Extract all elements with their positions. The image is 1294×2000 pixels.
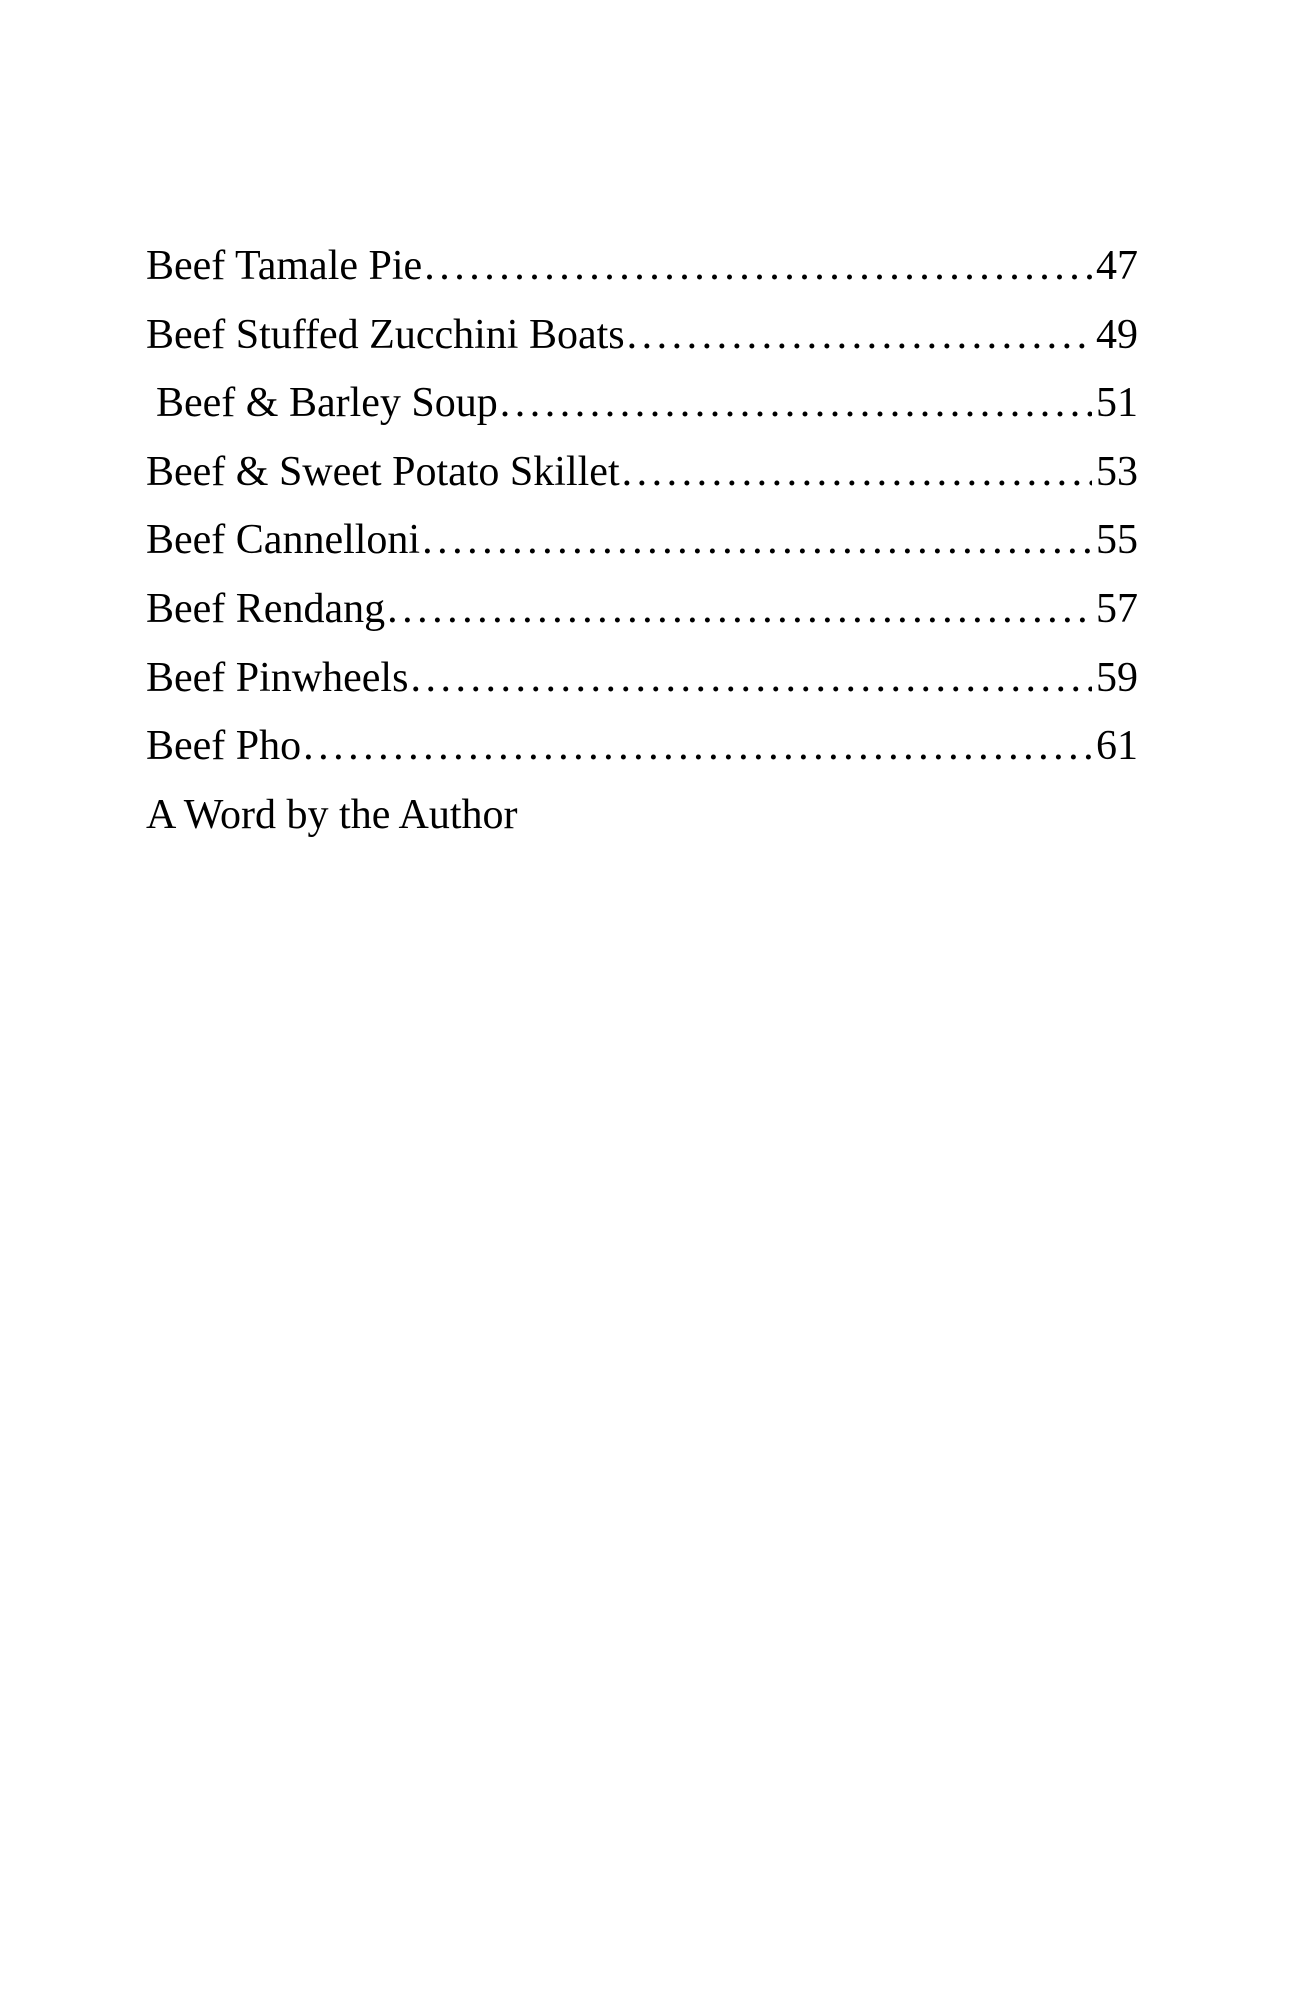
toc-entry-title: Beef Tamale Pie bbox=[146, 243, 423, 289]
dot-leader bbox=[627, 301, 1092, 370]
toc-entry-beef-rendang[interactable] bbox=[146, 575, 1138, 644]
toc-entry-beef-pho[interactable] bbox=[146, 712, 1138, 781]
dot-leader bbox=[410, 644, 1092, 713]
toc-entry-beef-barley-soup[interactable] bbox=[146, 369, 1138, 438]
toc-entry-page: 47 bbox=[1096, 243, 1138, 289]
toc-entry-title: Beef Rendang bbox=[146, 585, 386, 632]
dot-leader bbox=[424, 232, 1092, 301]
toc-entry-page: 51 bbox=[1096, 380, 1138, 427]
dot-leader bbox=[500, 369, 1092, 438]
toc-entry-title: Beef & Barley Soup bbox=[156, 380, 498, 427]
toc-entry-beef-cannelloni[interactable] bbox=[146, 506, 1138, 575]
toc-entry-beef-stuffed-zucchini-boats[interactable] bbox=[146, 301, 1138, 370]
toc-entry-page: 55 bbox=[1096, 517, 1138, 564]
toc-entry-title: Beef Pho bbox=[146, 723, 302, 770]
toc-entry-title: Beef Pinwheels bbox=[146, 654, 409, 701]
toc-entry-page: 57 bbox=[1096, 585, 1138, 632]
toc-entry-beef-sweet-potato-skillet[interactable] bbox=[146, 438, 1138, 507]
dot-leader bbox=[422, 506, 1092, 575]
toc-entry-beef-pinwheels[interactable] bbox=[146, 644, 1138, 713]
toc-entry-page: 49 bbox=[1096, 311, 1138, 358]
dot-leader bbox=[387, 575, 1092, 644]
toc-entry-beef-tamale-pie[interactable] bbox=[146, 232, 1138, 301]
table-of-contents bbox=[146, 232, 1138, 849]
toc-entry-a-word-by-the-author[interactable] bbox=[146, 781, 1138, 850]
toc-entry-title: A Word by the Author bbox=[146, 791, 518, 838]
dot-leader bbox=[622, 438, 1092, 507]
toc-entry-title: Beef Cannelloni bbox=[146, 517, 421, 564]
toc-entry-page: 53 bbox=[1096, 448, 1138, 495]
toc-entry-title: Beef & Sweet Potato Skillet bbox=[146, 448, 620, 495]
toc-entry-title: Beef Stuffed Zucchini Boats bbox=[146, 311, 625, 358]
dot-leader bbox=[303, 712, 1092, 781]
toc-entry-page: 59 bbox=[1096, 654, 1138, 701]
toc-entry-page: 61 bbox=[1096, 723, 1138, 770]
